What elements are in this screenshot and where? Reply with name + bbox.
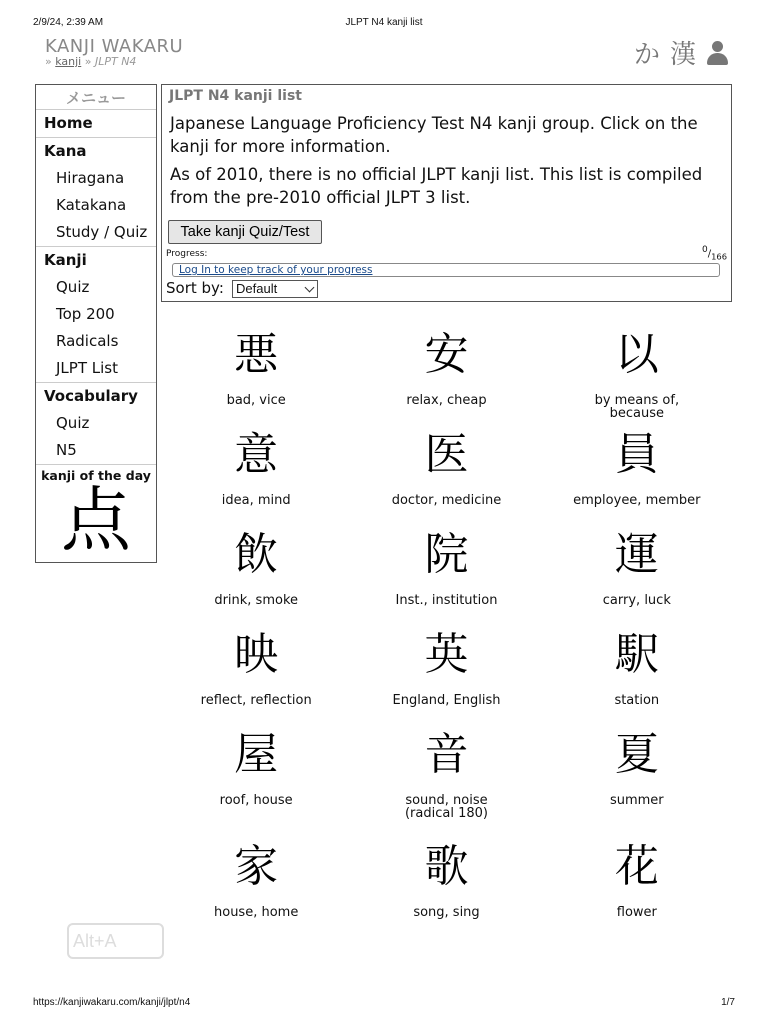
progress-bar <box>172 263 720 277</box>
progress-total: 166 <box>711 251 727 262</box>
kanji-character[interactable]: 意 <box>234 429 279 480</box>
site-title[interactable]: KANJI WAKARU <box>45 36 184 57</box>
kanji-character[interactable]: 員 <box>614 429 659 480</box>
kanji-meaning: flower <box>616 905 657 920</box>
kanji-card[interactable] <box>542 720 732 832</box>
kanji-grid <box>161 320 732 932</box>
sort-selected-value: Default <box>236 281 278 296</box>
kanji-character[interactable]: 家 <box>234 841 279 892</box>
kanji-card[interactable] <box>351 832 541 932</box>
chevron-down-icon <box>305 283 315 293</box>
kanji-card[interactable] <box>161 720 351 832</box>
kanji-meaning: bad, vice <box>226 393 286 408</box>
kanji-character[interactable]: 屋 <box>234 729 279 780</box>
user-icon[interactable] <box>706 41 728 65</box>
kanji-card[interactable] <box>161 320 351 420</box>
kanji-character[interactable]: 以 <box>614 329 659 380</box>
sidebar-item-katakana[interactable]: Katakana <box>56 196 127 214</box>
kanji-card[interactable] <box>542 520 732 620</box>
header-icons <box>634 34 728 71</box>
sidebar-item-hiragana[interactable]: Hiragana <box>56 169 125 187</box>
kanji-meaning: carry, luck <box>602 593 671 608</box>
print-datetime: 2/9/24, 2:39 AM <box>33 17 104 28</box>
kanji-card[interactable] <box>351 320 541 420</box>
kanji-meaning: doctor, medicine <box>391 493 502 508</box>
kanji-character[interactable]: 安 <box>424 329 469 380</box>
kanji-character[interactable]: 運 <box>614 529 659 580</box>
note-paragraph: As of 2010, there is no official JLPT kanji list. This list is compiled from the pre-2010 official JLPT 3 list. <box>170 165 703 207</box>
sidebar-heading-kana[interactable]: Kana <box>44 142 87 160</box>
sidebar-section-kana <box>36 137 156 246</box>
sort-select[interactable] <box>232 280 318 298</box>
login-progress-link[interactable]: Log In to keep track of your progress <box>179 264 373 276</box>
breadcrumb <box>45 55 136 68</box>
kanji-character[interactable]: 夏 <box>614 729 659 780</box>
kanji-character[interactable]: 英 <box>424 629 469 680</box>
kanji-card[interactable] <box>161 520 351 620</box>
sidebar-section-kanji <box>36 246 156 382</box>
kanji-character[interactable]: 悪 <box>234 329 279 380</box>
sidebar-item-top-200[interactable]: Top 200 <box>56 305 115 323</box>
kanji-card[interactable] <box>351 420 541 520</box>
kanji-meaning: reflect, reflection <box>200 693 312 708</box>
kanji-character[interactable]: 駅 <box>614 629 659 680</box>
sidebar-item-jlpt-list[interactable]: JLPT List <box>56 359 118 377</box>
sidebar-section-vocabulary <box>36 382 156 464</box>
kanji-meaning: sound, noise (radical 180) <box>404 793 488 821</box>
breadcrumb-sep: » <box>45 55 52 68</box>
kanji-character[interactable]: 飲 <box>234 529 279 580</box>
kanji-meaning: England, English <box>392 693 501 708</box>
kanji-card[interactable] <box>542 620 732 720</box>
kanji-meaning: employee, member <box>573 493 701 508</box>
kanji-character[interactable]: 医 <box>424 429 469 480</box>
sort-label: Sort by: <box>166 279 224 297</box>
kanji-card[interactable] <box>542 832 732 932</box>
sidebar-item-n5[interactable]: N5 <box>56 441 77 459</box>
print-doc-title: JLPT N4 kanji list <box>345 17 423 28</box>
kanji-card[interactable] <box>351 720 541 832</box>
shortcut-hint: Alt+A <box>67 923 164 959</box>
sidebar-heading-kanji[interactable]: Kanji <box>44 251 87 269</box>
kanji-meaning: roof, house <box>219 793 293 808</box>
kanji-meaning: idea, mind <box>221 493 291 508</box>
kanji-meaning: song, sing <box>413 905 480 920</box>
sidebar-item-kana-study-quiz[interactable]: Study / Quiz <box>56 223 148 241</box>
info-box <box>161 84 732 302</box>
sidebar-item-radicals[interactable]: Radicals <box>56 332 119 350</box>
sidebar-item-home[interactable]: Home <box>44 114 93 132</box>
kanji-character[interactable]: 院 <box>424 529 469 580</box>
kanji-meaning: station <box>614 693 660 708</box>
sidebar-item-kanji-quiz[interactable]: Quiz <box>56 278 90 296</box>
kanji-of-the-day[interactable]: 点 <box>61 479 131 561</box>
progress-label: Progress: <box>166 249 208 259</box>
kanji-icon[interactable]: 漢 <box>669 40 696 70</box>
kanji-meaning: Inst., institution <box>395 593 498 608</box>
kanji-card[interactable] <box>542 320 732 420</box>
sidebar-item-vocab-quiz[interactable]: Quiz <box>56 414 90 432</box>
page-title: JLPT N4 kanji list <box>169 88 302 104</box>
kanji-card[interactable] <box>161 620 351 720</box>
intro-paragraph: Japanese Language Proficiency Test N4 kanji group. Click on the kanji for more information. <box>170 114 698 156</box>
kanji-meaning: summer <box>609 793 664 808</box>
progress-done: 0 <box>701 245 708 255</box>
kanji-character[interactable]: 映 <box>234 629 279 680</box>
kanji-meaning: drink, smoke <box>214 593 299 608</box>
print-page-number: 1/7 <box>721 997 735 1008</box>
kanji-of-the-day-label: kanji of the day <box>36 464 156 483</box>
progress-count: $^0/_{166}$ <box>701 245 727 262</box>
breadcrumb-sep: » <box>84 55 92 68</box>
kanji-character[interactable]: 花 <box>614 841 659 892</box>
sidebar-section-home <box>36 109 156 137</box>
kanji-card[interactable] <box>161 832 351 932</box>
kanji-card[interactable] <box>351 620 541 720</box>
kanji-character[interactable]: 音 <box>424 729 469 780</box>
sidebar-menu <box>35 84 157 563</box>
menu-title: メニュー <box>65 89 126 107</box>
kanji-meaning: relax, cheap <box>406 393 487 408</box>
kana-icon[interactable]: か <box>633 40 660 70</box>
kanji-meaning: by means of, because <box>594 393 680 421</box>
print-url: https://kanjiwakaru.com/kanji/jlpt/n4 <box>33 997 191 1008</box>
sidebar-heading-vocabulary[interactable]: Vocabulary <box>44 387 138 405</box>
kanji-card[interactable] <box>351 520 541 620</box>
kanji-meaning: house, home <box>214 905 299 920</box>
kanji-card[interactable] <box>161 420 351 520</box>
breadcrumb-current: JLPT N4 <box>94 55 137 68</box>
take-quiz-button[interactable]: Take kanji Quiz/Test <box>168 220 322 244</box>
kanji-character[interactable]: 歌 <box>424 841 469 892</box>
breadcrumb-kanji-link[interactable]: kanji <box>55 55 82 68</box>
kanji-card[interactable] <box>542 420 732 520</box>
